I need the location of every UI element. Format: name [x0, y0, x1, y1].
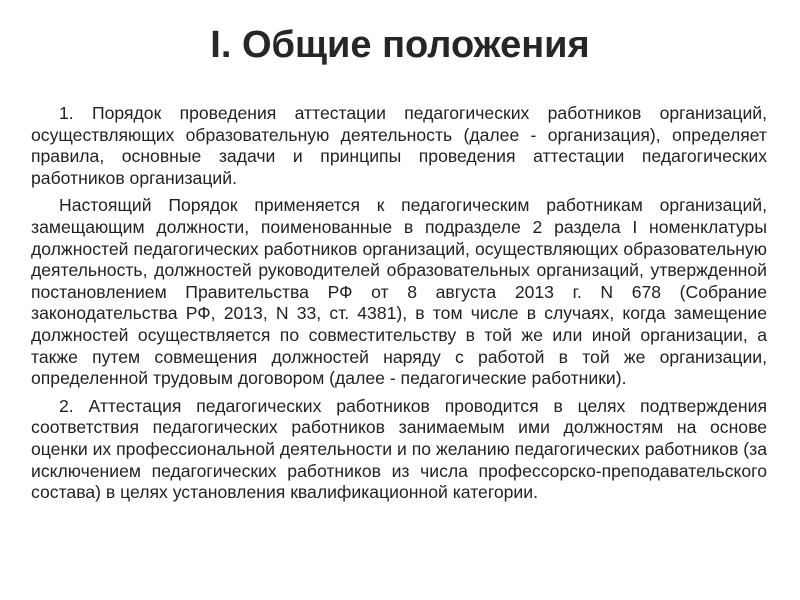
- slide-body: [31, 103, 767, 510]
- slide-title: I. Общие положения: [210, 24, 590, 66]
- paragraph-2: Настоящий Порядок применяется к педагогическим работникам организаций, замещающим должности, поименованные в подразделе 2 раздела I номенклатуры должностей педагогических работников организаций, осуществляющих образовательную деятельность, должностей руководителей образовательных организаций, утвержденной постановлением Правительства РФ от 8 августа 2013 г. N 678 (Собрание законодательства РФ, 2013, N 33, ст. 4381), в том числе в случаях, когда замещение должностей осуществляется по совместительству в той же или иной организации, а также путем совмещения должностей наряду с работой в той же организации, определенной трудовым договором (далее - педагогические работники).: [31, 195, 767, 389]
- paragraph-3: 2. Аттестация педагогических работников проводится в целях подтверждения соответствия педагогических работников занимаемым ими должностям на основе оценки их профессиональной деятельности и по желанию педагогических работников (за исключением педагогических работников из числа профессорско-преподавательского состава) в целях установления квалификационной категории.: [31, 395, 767, 503]
- paragraph-1: 1. Порядок проведения аттестации педагогических работников организаций, осуществляющих образовательную деятельность (далее - организация), определяет правила, основные задачи и принципы проведения аттестации педагогических работников организаций.: [31, 103, 767, 188]
